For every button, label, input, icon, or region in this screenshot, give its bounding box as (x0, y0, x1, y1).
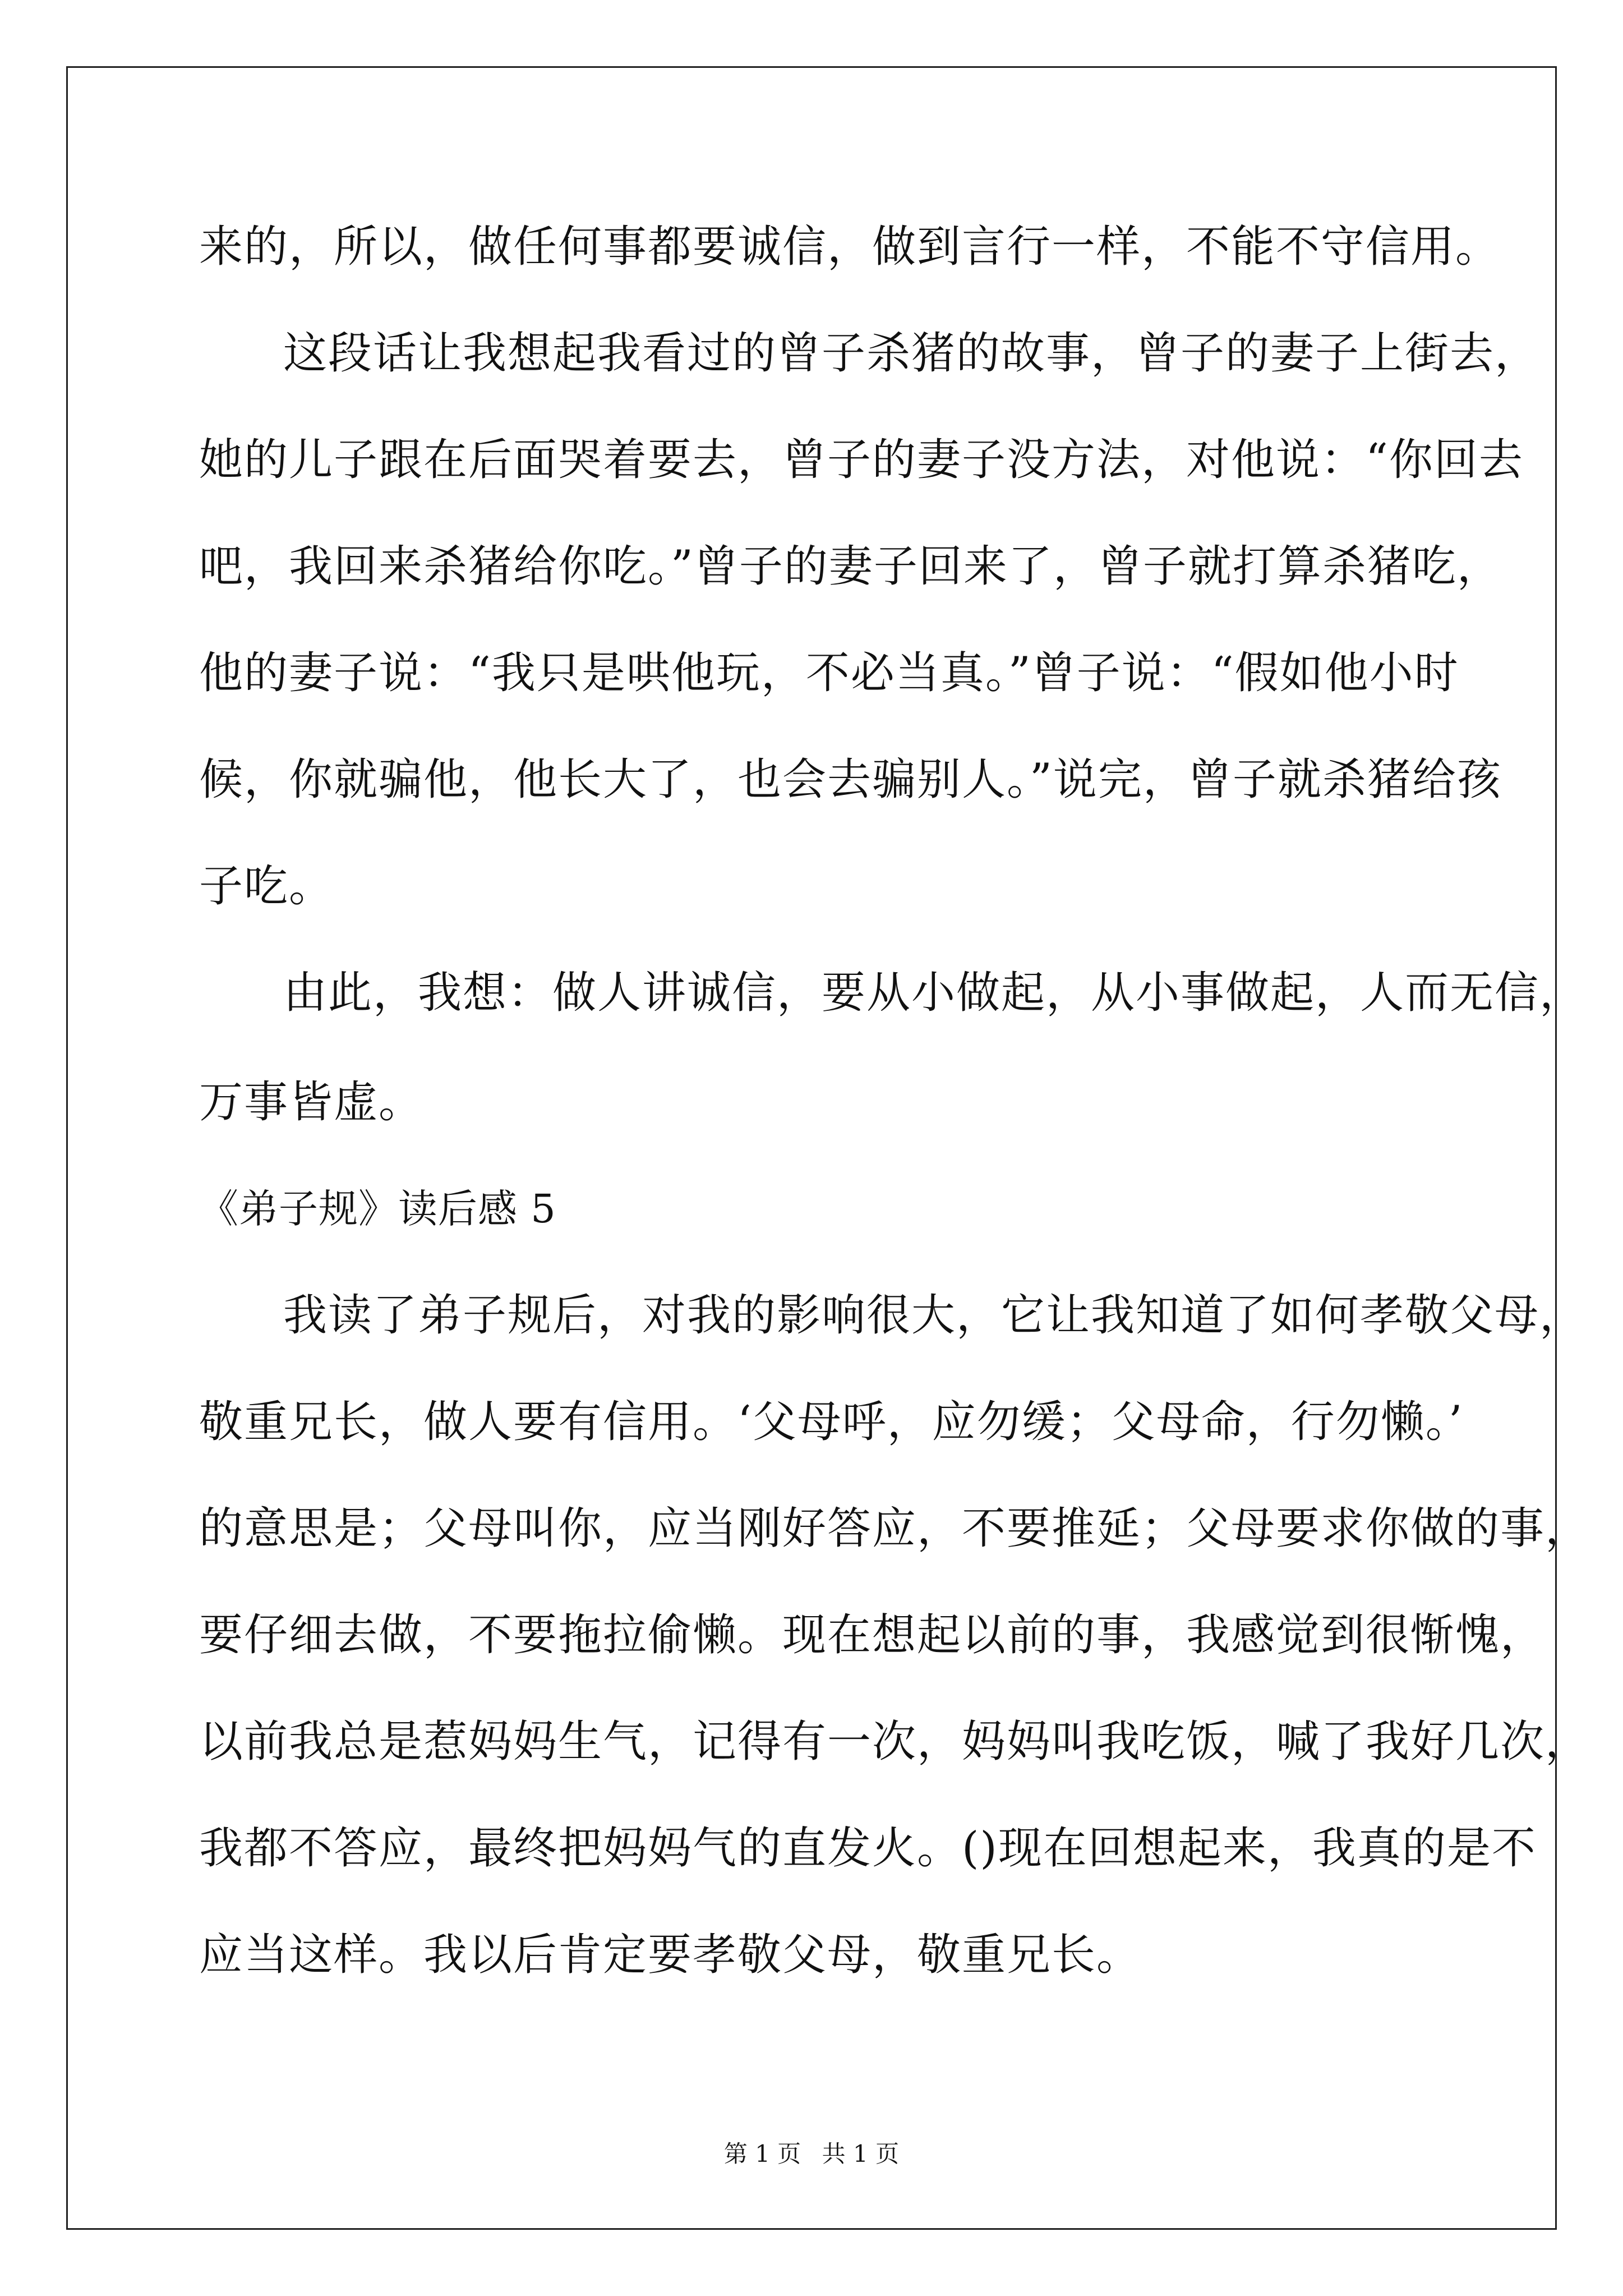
text-line: 应当这样。我以后肯定要孝敬父母，敬重兄长。 (199, 1930, 1142, 1980)
text-line: 敬重兄长，做人要有信用。‘父母呼，应勿缓；父母命，行勿懒。’ (199, 1397, 1464, 1447)
section-heading: 《弟子规》读后感 5 (199, 1186, 556, 1232)
text-line: 子吃。 (199, 861, 334, 912)
page-number: 第 1 页 (723, 2140, 801, 2168)
text-line: 万事皆虚。 (199, 1077, 424, 1128)
text-line: 这段话让我想起我看过的曾子杀猪的故事，曾子的妻子上街去， (283, 328, 1540, 379)
text-line: 要仔细去做，不要拖拉偷懒。现在想起以前的事，我感觉到很惭愧， (199, 1610, 1546, 1660)
text-line: 吧，我回来杀猪给你吃。”曾子的妻子回来了，曾子就打算杀猪吃， (199, 541, 1502, 592)
text-line: 来的，所以，做任何事都要诚信，做到言行一样，不能不守信用。 (199, 222, 1501, 272)
text-line: 以前我总是惹妈妈生气，记得有一次，妈妈叫我吃饭，喊了我好几次， (199, 1717, 1590, 1767)
text-line: 她的儿子跟在后面哭着要去，曾子的妻子没方法，对他说：“你回去 (199, 435, 1524, 485)
text-line: 他的妻子说：“我只是哄他玩，不必当真。”曾子说：“假如他小时 (199, 648, 1459, 698)
page-border (66, 66, 1557, 2230)
text-line: 我读了弟子规后，对我的影响很大，它让我知道了如何孝敬父母， (283, 1290, 1585, 1341)
text-line: 由此，我想：做人讲诚信，要从小做起，从小事做起，人而无信， (283, 968, 1585, 1018)
text-line: 候，你就骗他，他长大了，也会去骗别人。”说完，曾子就杀猪给孩 (199, 754, 1502, 805)
text-line: 我都不答应，最终把妈妈气的直发火。()现在回想起来，我真的是不 (199, 1823, 1537, 1874)
text-line: 的意思是；父母叫你，应当刚好答应，不要推延；父母要求你做的事， (199, 1503, 1590, 1554)
page-total: 共 1 页 (822, 2140, 900, 2168)
page-footer (0, 2140, 1623, 2168)
